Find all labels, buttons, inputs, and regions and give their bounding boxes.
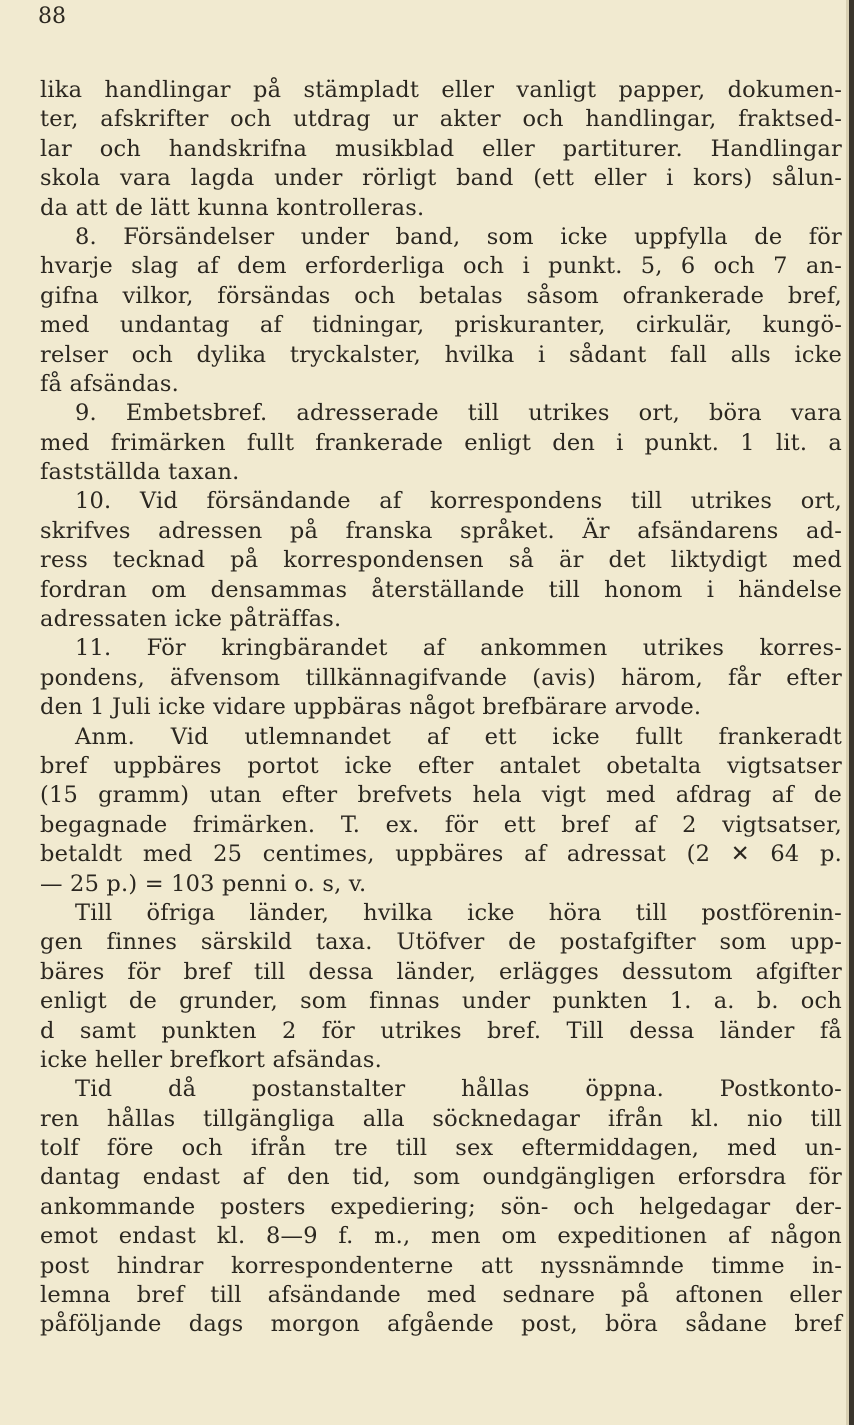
text-line: Anm. Vid utlemnandet af ett icke fullt frankeradt <box>75 723 842 750</box>
text-line: dantag endast af den tid, som oundgängligen erforsdra för <box>40 1164 842 1191</box>
text-line: fordran om densammas återställande till honom i händelse <box>40 576 842 603</box>
text-line: den 1 Juli icke vidare uppbäras något brefbärare arvode. <box>40 694 702 721</box>
text-line: relser och dylika tryckalster, hvilka i sådant fall alls icke <box>40 341 842 368</box>
text-line: 9. Embetsbref. adresserade till utrikes ort, böra vara <box>75 400 842 427</box>
text-line: ren hållas tillgängliga alla söcknedagar ifrån kl. nio till <box>40 1105 842 1132</box>
text-line: få afsändas. <box>40 370 180 397</box>
text-line: — 25 p.) = 103 penni o. s, v. <box>40 870 367 897</box>
text-line: hvarje slag af dem erforderliga och i punkt. 5, 6 och 7 an- <box>40 253 842 280</box>
text-line: (15 gramm) utan efter brefvets hela vigt med afdrag af de <box>40 782 842 809</box>
text-line: emot endast kl. 8—9 f. m., men om expeditionen af någon <box>40 1223 842 1250</box>
text-line: post hindrar korrespondenterne att nyssnämnde timme in- <box>40 1252 842 1279</box>
text-line: med frimärken fullt frankerade enligt den i punkt. 1 lit. a <box>40 429 842 456</box>
text-line: lika handlingar på stämpladt eller vanligt papper, dokumen- <box>40 77 842 103</box>
text-line: lar och handskrifna musikblad eller partiturer. Handlingar <box>40 135 842 162</box>
page-edge <box>849 0 854 1425</box>
text-line: ress tecknad på korrespondensen så är det liktydigt med <box>40 547 842 574</box>
page-number: 88 <box>38 4 66 29</box>
text-line: 10. Vid försändande af korrespondens till utrikes ort, <box>75 488 842 515</box>
text-line: Tid då postanstalter hållas öppna. Postkonto- <box>75 1076 842 1103</box>
text-line: 8. Försändelser under band, som icke uppfylla de för <box>75 223 842 250</box>
text-line: Till öfriga länder, hvilka icke höra till postförenin- <box>75 899 842 926</box>
text-line: med undantag af tidningar, priskuranter, cirkulär, kungö- <box>40 312 842 339</box>
text-line: skrifves adressen på franska språket. Är afsändarens ad- <box>40 517 842 544</box>
text-line: enligt de grunder, som finnas under punkten 1. a. b. och <box>40 988 842 1015</box>
text-line: bäres för bref till dessa länder, erlägges dessutom afgifter <box>40 958 842 985</box>
text-line: d samt punkten 2 för utrikes bref. Till dessa länder få <box>40 1017 842 1044</box>
text-line: ankommande posters expediering; sön- och helgedagar der- <box>40 1193 842 1220</box>
text-line: da att de lätt kunna kontrolleras. <box>40 194 425 221</box>
text-line: tolf före och ifrån tre till sex eftermiddagen, med un- <box>40 1135 842 1162</box>
text-line: fastställda taxan. <box>40 459 240 486</box>
text-line: lemna bref till afsändande med sednare på aftonen eller <box>40 1282 842 1309</box>
text-line: begagnade frimärken. T. ex. för ett bref af 2 vigtsatser, <box>40 811 842 838</box>
text-line: 11. För kringbärandet af ankommen utrikes korres- <box>75 635 842 662</box>
text-line: gen finnes särskild taxa. Utöfver de postafgifter som upp- <box>40 929 842 956</box>
text-line: ter, afskrifter och utdrag ur akter och handlingar, fraktsed- <box>40 106 842 133</box>
text-line: icke heller brefkort afsändas. <box>40 1046 382 1073</box>
text-line: pondens, äfvensom tillkännagifvande (avis) härom, får efter <box>40 664 842 691</box>
text-line: bref uppbäres portot icke efter antalet obetalta vigtsatser <box>40 752 842 779</box>
text-line: skola vara lagda under rörligt band (ett eller i kors) sålun- <box>40 165 842 192</box>
text-line: adressaten icke påträffas. <box>40 606 342 633</box>
text-line: gifna vilkor, försändas och betalas såsom ofrankerade bref, <box>40 282 842 309</box>
text-line: betaldt med 25 centimes, uppbäres af adressat (2 ✕ 64 p. <box>40 841 842 868</box>
text-line: påföljande dags morgon afgående post, böra sådane bref <box>40 1311 842 1338</box>
body-text <box>40 76 842 1340</box>
